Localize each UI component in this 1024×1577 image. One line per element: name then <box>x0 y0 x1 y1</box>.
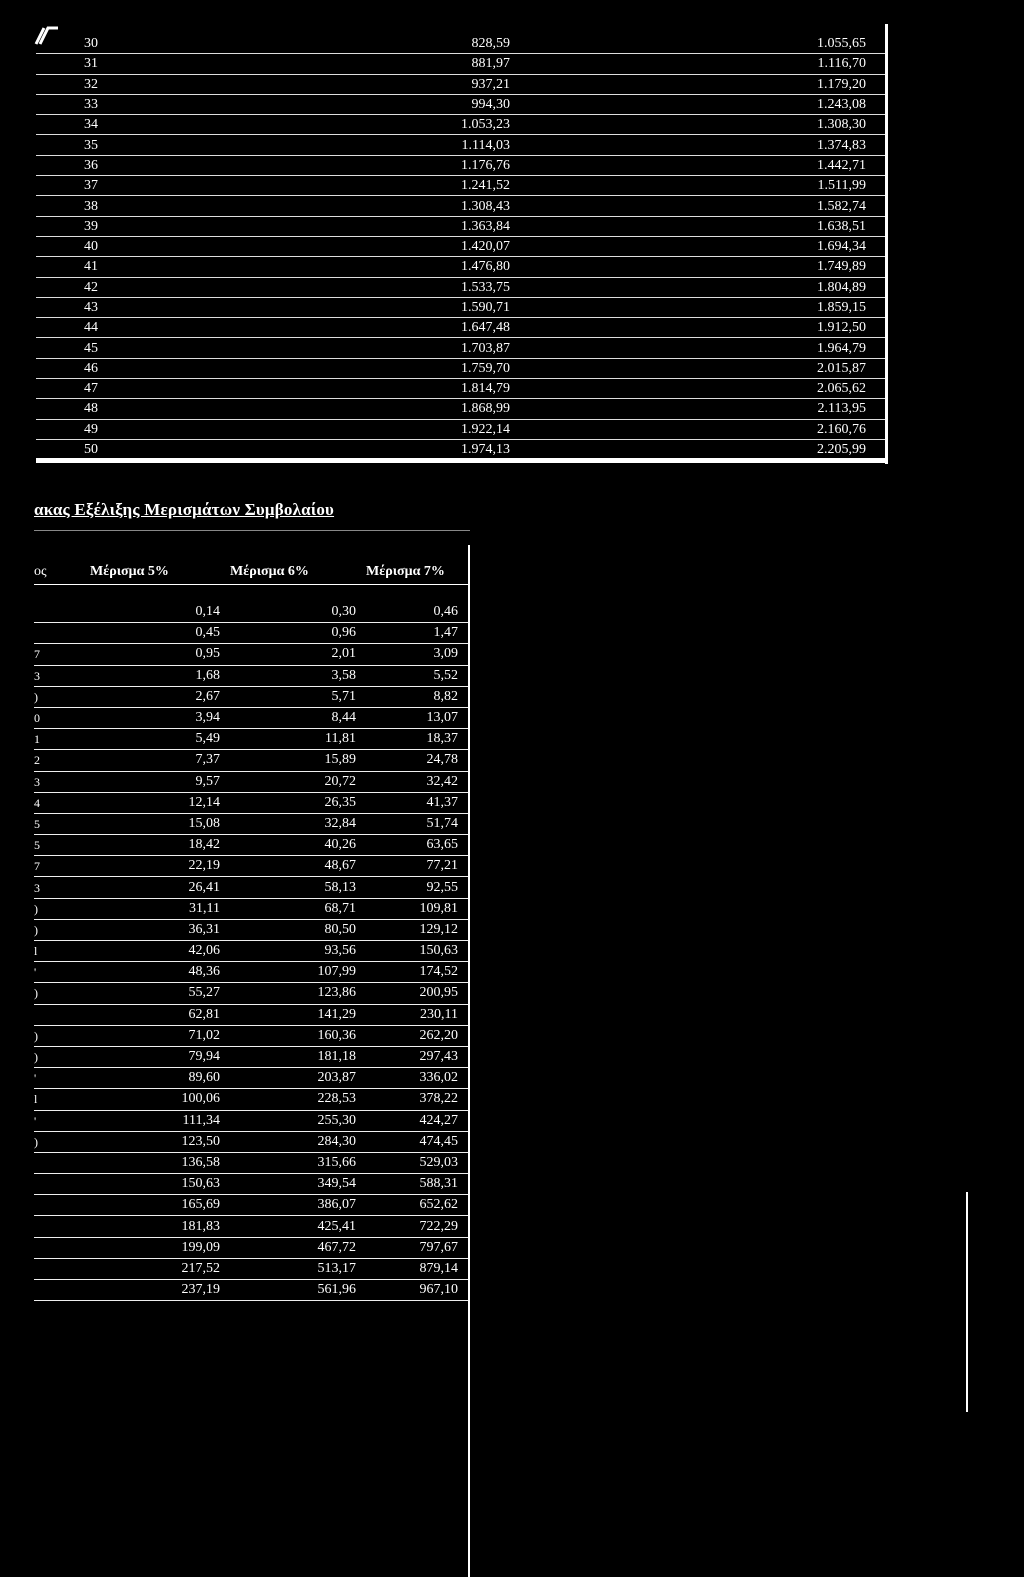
cell-a: 937,21 <box>286 74 510 94</box>
table-row <box>36 297 888 317</box>
cell-a: 1.974,13 <box>286 439 510 459</box>
cell-b: 2.205,99 <box>510 439 888 459</box>
cell-a: 1.647,48 <box>286 318 510 338</box>
header-dividend-5: Μέρισμα 5% <box>90 564 169 579</box>
cell-y: 7 <box>34 856 74 877</box>
cell-b: 1.116,70 <box>510 54 888 74</box>
cell-d7: 588,31 <box>356 1174 470 1195</box>
cell-a: 881,97 <box>286 54 510 74</box>
cell-y: 0 <box>34 707 74 728</box>
cell-y: 3 <box>34 771 74 792</box>
cell-d6: 107,99 <box>220 962 356 983</box>
table-row <box>34 644 470 665</box>
cell-d6: 315,66 <box>220 1152 356 1173</box>
cell-year: 46 <box>36 358 286 378</box>
cell-d7: 0,46 <box>356 602 470 623</box>
cell-b: 1.243,08 <box>510 94 888 114</box>
cell-y: 4 <box>34 792 74 813</box>
header-year-col: ος <box>34 564 47 579</box>
cell-d6: 5,71 <box>220 686 356 707</box>
cell-b: 1.638,51 <box>510 216 888 236</box>
cell-y: ) <box>34 1131 74 1152</box>
cell-b: 2.065,62 <box>510 379 888 399</box>
cell-d6: 11,81 <box>220 729 356 750</box>
table-row <box>34 1152 470 1173</box>
table-bottom-border <box>36 458 888 463</box>
cell-d5: 71,02 <box>74 1025 220 1046</box>
table-row <box>34 665 470 686</box>
cell-a: 1.922,14 <box>286 419 510 439</box>
cell-d6: 93,56 <box>220 941 356 962</box>
table-row <box>36 54 888 74</box>
cell-d7: 797,67 <box>356 1237 470 1258</box>
table-row <box>34 983 470 1004</box>
cell-d6: 513,17 <box>220 1258 356 1279</box>
cell-d7: 41,37 <box>356 792 470 813</box>
cell-d7: 129,12 <box>356 919 470 940</box>
cell-a: 994,30 <box>286 94 510 114</box>
cell-year: 49 <box>36 419 286 439</box>
cell-d7: 5,52 <box>356 665 470 686</box>
cell-a: 1.363,84 <box>286 216 510 236</box>
cell-y <box>34 1280 74 1301</box>
cell-y: ) <box>34 983 74 1004</box>
cell-b: 1.179,20 <box>510 74 888 94</box>
table-row <box>36 358 888 378</box>
cell-year: 41 <box>36 257 286 277</box>
cell-d5: 100,06 <box>74 1089 220 1110</box>
cell-year: 34 <box>36 115 286 135</box>
table-row <box>34 919 470 940</box>
cell-d5: 123,50 <box>74 1131 220 1152</box>
cell-y: ' <box>34 1068 74 1089</box>
cell-y: l <box>34 1089 74 1110</box>
cell-b: 2.160,76 <box>510 419 888 439</box>
table-row <box>34 771 470 792</box>
title-rule <box>34 530 470 531</box>
cell-d6: 68,71 <box>220 898 356 919</box>
cell-b: 1.859,15 <box>510 297 888 317</box>
table-row <box>34 602 470 623</box>
cell-y: ) <box>34 919 74 940</box>
cell-d5: 12,14 <box>74 792 220 813</box>
table-row <box>34 1004 470 1025</box>
cell-y <box>34 1258 74 1279</box>
table-row <box>36 399 888 419</box>
cell-d7: 336,02 <box>356 1068 470 1089</box>
cell-y <box>34 1152 74 1173</box>
cell-d5: 237,19 <box>74 1280 220 1301</box>
table-row <box>36 277 888 297</box>
cell-d7: 424,27 <box>356 1110 470 1131</box>
table-row <box>34 750 470 771</box>
cell-b: 1.308,30 <box>510 115 888 135</box>
cell-y: 2 <box>34 750 74 771</box>
cell-b: 1.749,89 <box>510 257 888 277</box>
cell-d6: 32,84 <box>220 813 356 834</box>
cell-d7: 378,22 <box>356 1089 470 1110</box>
cell-year: 48 <box>36 399 286 419</box>
cell-y <box>34 623 74 644</box>
cell-y: ) <box>34 898 74 919</box>
cell-d7: 92,55 <box>356 877 470 898</box>
cell-a: 1.308,43 <box>286 196 510 216</box>
table-row <box>36 318 888 338</box>
cell-d5: 217,52 <box>74 1258 220 1279</box>
table-row <box>34 1258 470 1279</box>
cell-d7: 24,78 <box>356 750 470 771</box>
cell-b: 1.964,79 <box>510 338 888 358</box>
cell-d7: 297,43 <box>356 1046 470 1067</box>
cell-d6: 8,44 <box>220 707 356 728</box>
cell-year: 38 <box>36 196 286 216</box>
cell-d5: 2,67 <box>74 686 220 707</box>
cell-a: 828,59 <box>286 34 510 54</box>
cell-year: 35 <box>36 135 286 155</box>
cell-y <box>34 1174 74 1195</box>
cell-y: ' <box>34 962 74 983</box>
cell-d7: 3,09 <box>356 644 470 665</box>
cell-d6: 160,36 <box>220 1025 356 1046</box>
table-row <box>34 1068 470 1089</box>
cell-d5: 150,63 <box>74 1174 220 1195</box>
table-row <box>36 257 888 277</box>
table-row <box>36 155 888 175</box>
header-rule <box>34 584 470 585</box>
cell-b: 1.511,99 <box>510 176 888 196</box>
cell-d7: 77,21 <box>356 856 470 877</box>
header-dividend-7: Μέρισμα 7% <box>366 564 445 579</box>
cell-a: 1.868,99 <box>286 399 510 419</box>
cell-a: 1.533,75 <box>286 277 510 297</box>
table-row <box>34 1195 470 1216</box>
cell-d6: 349,54 <box>220 1174 356 1195</box>
cell-d5: 18,42 <box>74 835 220 856</box>
table-row <box>34 1046 470 1067</box>
cell-d7: 652,62 <box>356 1195 470 1216</box>
cell-d7: 150,63 <box>356 941 470 962</box>
cell-year: 44 <box>36 318 286 338</box>
table-row <box>34 1089 470 1110</box>
cell-b: 1.582,74 <box>510 196 888 216</box>
table-row <box>36 135 888 155</box>
cell-y <box>34 602 74 623</box>
margin-line <box>966 1192 968 1412</box>
table-row <box>36 94 888 114</box>
cell-d5: 31,11 <box>74 898 220 919</box>
cell-d5: 0,95 <box>74 644 220 665</box>
table-row <box>34 686 470 707</box>
cell-y: 1 <box>34 729 74 750</box>
cell-d5: 9,57 <box>74 771 220 792</box>
cell-b: 1.374,83 <box>510 135 888 155</box>
cell-d5: 26,41 <box>74 877 220 898</box>
cell-d5: 55,27 <box>74 983 220 1004</box>
cell-y: ' <box>34 1110 74 1131</box>
cell-d7: 230,11 <box>356 1004 470 1025</box>
cell-d5: 5,49 <box>74 729 220 750</box>
table-row <box>34 856 470 877</box>
table-row <box>34 707 470 728</box>
cell-b: 2.113,95 <box>510 399 888 419</box>
cell-year: 42 <box>36 277 286 297</box>
cell-d6: 141,29 <box>220 1004 356 1025</box>
table-row <box>34 898 470 919</box>
cell-b: 1.804,89 <box>510 277 888 297</box>
cell-year: 43 <box>36 297 286 317</box>
cell-a: 1.590,71 <box>286 297 510 317</box>
cell-d6: 284,30 <box>220 1131 356 1152</box>
cell-d6: 20,72 <box>220 771 356 792</box>
table-row <box>34 1237 470 1258</box>
cell-d6: 26,35 <box>220 792 356 813</box>
table-row <box>34 941 470 962</box>
cell-d6: 2,01 <box>220 644 356 665</box>
accumulated-value-table <box>36 34 888 460</box>
cell-d5: 111,34 <box>74 1110 220 1131</box>
cell-d6: 58,13 <box>220 877 356 898</box>
cell-d7: 18,37 <box>356 729 470 750</box>
dividend-table-title: ακας Εξέλιξης Μερισμάτων Συμβολαίου <box>34 500 335 519</box>
cell-d6: 255,30 <box>220 1110 356 1131</box>
dividend-table <box>34 602 470 1301</box>
cell-a: 1.703,87 <box>286 338 510 358</box>
cell-d6: 203,87 <box>220 1068 356 1089</box>
table-row <box>34 792 470 813</box>
table-right-border <box>885 24 888 464</box>
cell-d7: 8,82 <box>356 686 470 707</box>
table-row <box>36 216 888 236</box>
cell-y <box>34 1195 74 1216</box>
cell-year: 37 <box>36 176 286 196</box>
cell-year: 39 <box>36 216 286 236</box>
header-dividend-6: Μέρισμα 6% <box>230 564 309 579</box>
cell-d6: 467,72 <box>220 1237 356 1258</box>
cell-d7: 529,03 <box>356 1152 470 1173</box>
cell-d6: 0,30 <box>220 602 356 623</box>
cell-d5: 42,06 <box>74 941 220 962</box>
dividend-table-header <box>34 562 470 584</box>
cell-year: 32 <box>36 74 286 94</box>
cell-y <box>34 1237 74 1258</box>
table-row <box>36 419 888 439</box>
cell-year: 36 <box>36 155 286 175</box>
cell-d7: 967,10 <box>356 1280 470 1301</box>
cell-d7: 32,42 <box>356 771 470 792</box>
cell-d6: 123,86 <box>220 983 356 1004</box>
cell-year: 40 <box>36 236 286 256</box>
cell-b: 2.015,87 <box>510 358 888 378</box>
cell-d6: 48,67 <box>220 856 356 877</box>
table-row <box>34 835 470 856</box>
cell-d5: 48,36 <box>74 962 220 983</box>
cell-d7: 109,81 <box>356 898 470 919</box>
cell-b: 1.442,71 <box>510 155 888 175</box>
cell-d5: 79,94 <box>74 1046 220 1067</box>
cell-d5: 15,08 <box>74 813 220 834</box>
cell-d6: 561,96 <box>220 1280 356 1301</box>
cell-y: 5 <box>34 835 74 856</box>
cell-d7: 13,07 <box>356 707 470 728</box>
cell-year: 45 <box>36 338 286 358</box>
table-row <box>36 439 888 459</box>
cell-d5: 199,09 <box>74 1237 220 1258</box>
cell-d5: 181,83 <box>74 1216 220 1237</box>
cell-d7: 51,74 <box>356 813 470 834</box>
cell-y: 5 <box>34 813 74 834</box>
table-row <box>36 196 888 216</box>
cell-year: 47 <box>36 379 286 399</box>
dividend-table-right-border <box>468 545 470 1577</box>
cell-d6: 15,89 <box>220 750 356 771</box>
cell-d6: 40,26 <box>220 835 356 856</box>
cell-a: 1.420,07 <box>286 236 510 256</box>
cell-a: 1.114,03 <box>286 135 510 155</box>
table-row <box>34 877 470 898</box>
cell-year: 31 <box>36 54 286 74</box>
cell-y: 7 <box>34 644 74 665</box>
table-row <box>36 34 888 54</box>
cell-d6: 3,58 <box>220 665 356 686</box>
cell-d6: 228,53 <box>220 1089 356 1110</box>
cell-y: ) <box>34 1046 74 1067</box>
cell-d7: 63,65 <box>356 835 470 856</box>
cell-year: 50 <box>36 439 286 459</box>
cell-d7: 722,29 <box>356 1216 470 1237</box>
cell-d5: 3,94 <box>74 707 220 728</box>
cell-d5: 0,14 <box>74 602 220 623</box>
cell-y: ) <box>34 1025 74 1046</box>
cell-d6: 386,07 <box>220 1195 356 1216</box>
cell-y: 3 <box>34 877 74 898</box>
cell-d5: 1,68 <box>74 665 220 686</box>
cell-d7: 262,20 <box>356 1025 470 1046</box>
cell-d6: 425,41 <box>220 1216 356 1237</box>
cell-d7: 1,47 <box>356 623 470 644</box>
cell-a: 1.241,52 <box>286 176 510 196</box>
table-row <box>34 962 470 983</box>
cell-d5: 36,31 <box>74 919 220 940</box>
cell-y: l <box>34 941 74 962</box>
cell-a: 1.476,80 <box>286 257 510 277</box>
cell-y: ) <box>34 686 74 707</box>
table-row <box>36 379 888 399</box>
cell-d5: 89,60 <box>74 1068 220 1089</box>
cell-b: 1.055,65 <box>510 34 888 54</box>
table-row <box>34 1174 470 1195</box>
table-row <box>34 623 470 644</box>
cell-d6: 181,18 <box>220 1046 356 1067</box>
table-row <box>34 1025 470 1046</box>
cell-b: 1.912,50 <box>510 318 888 338</box>
cell-y <box>34 1216 74 1237</box>
cell-y <box>34 1004 74 1025</box>
cell-a: 1.814,79 <box>286 379 510 399</box>
cell-d5: 136,58 <box>74 1152 220 1173</box>
cell-d7: 474,45 <box>356 1131 470 1152</box>
cell-d7: 174,52 <box>356 962 470 983</box>
cell-d6: 0,96 <box>220 623 356 644</box>
cell-y: 3 <box>34 665 74 686</box>
cell-d5: 165,69 <box>74 1195 220 1216</box>
cell-d5: 62,81 <box>74 1004 220 1025</box>
table-row <box>34 1110 470 1131</box>
cell-d5: 7,37 <box>74 750 220 771</box>
cell-a: 1.053,23 <box>286 115 510 135</box>
cell-year: 33 <box>36 94 286 114</box>
cell-b: 1.694,34 <box>510 236 888 256</box>
table-row <box>36 74 888 94</box>
table-row <box>36 236 888 256</box>
cell-a: 1.759,70 <box>286 358 510 378</box>
cell-year: 30 <box>36 34 286 54</box>
table-row <box>34 729 470 750</box>
table-row <box>34 1280 470 1301</box>
table-row <box>36 176 888 196</box>
cell-d5: 0,45 <box>74 623 220 644</box>
table-row <box>36 115 888 135</box>
table-row <box>34 1216 470 1237</box>
cell-d7: 200,95 <box>356 983 470 1004</box>
table-row <box>36 338 888 358</box>
cell-d6: 80,50 <box>220 919 356 940</box>
table-row <box>34 813 470 834</box>
cell-a: 1.176,76 <box>286 155 510 175</box>
cell-d5: 22,19 <box>74 856 220 877</box>
table-row <box>34 1131 470 1152</box>
cell-d7: 879,14 <box>356 1258 470 1279</box>
